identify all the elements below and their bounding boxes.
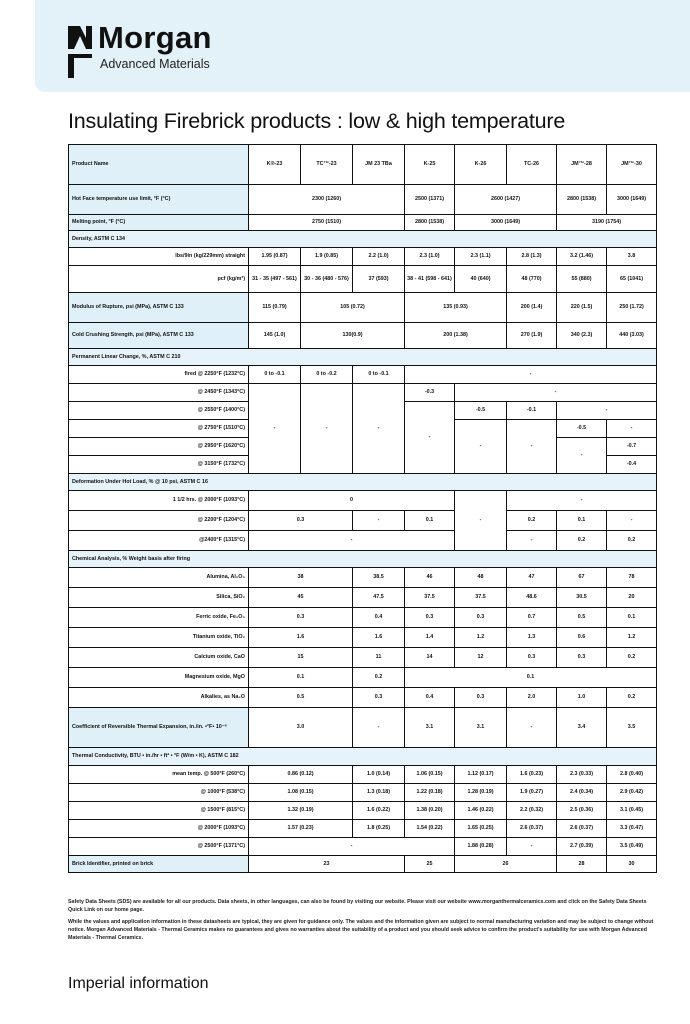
- section-heading: Density, ASTM C 134: [69, 231, 657, 248]
- table-cell: -: [353, 384, 405, 474]
- row-label: @ 2450°F (1343°C): [69, 384, 249, 402]
- table-cell: 2.6 (0.37): [507, 820, 557, 838]
- row-label: @ 2950°F (1620°C): [69, 438, 249, 456]
- table-cell: 130(0.9): [301, 323, 405, 349]
- row-label: @ 2000°F (1093°C): [69, 820, 249, 838]
- table-cell: 0.4: [405, 688, 455, 708]
- section-row: [69, 349, 657, 366]
- table-cell: 2600 (1427): [455, 185, 557, 215]
- section-row: [69, 748, 657, 766]
- table-cell: 1.54 (0.22): [405, 820, 455, 838]
- row-label: Magnesium oxide, MgO: [69, 668, 249, 688]
- table-row: [69, 856, 657, 873]
- table-cell: 135 (0.93): [405, 293, 507, 323]
- table-cell: 2.3 (1.1): [455, 248, 507, 266]
- table-cell: 0 to -0.1: [353, 366, 405, 384]
- table-cell: 3.5 (0.49): [607, 838, 657, 856]
- table-row: [69, 648, 657, 668]
- table-cell: 23: [249, 856, 405, 873]
- table-cell: 30: [607, 856, 657, 873]
- table-cell: 55 (880): [557, 266, 607, 293]
- table-cell: 0.2: [607, 648, 657, 668]
- table-cell: 340 (2.3): [557, 323, 607, 349]
- table-cell: 3000 (1649): [607, 185, 657, 215]
- table-row: [69, 628, 657, 648]
- header-cell: TC-26: [507, 145, 557, 185]
- table-cell: 0.7: [507, 608, 557, 628]
- table-cell: 28: [557, 856, 607, 873]
- section-row: [69, 231, 657, 248]
- table-cell: -: [249, 531, 455, 551]
- table-header-row: [69, 145, 657, 185]
- table-cell: 15: [249, 648, 353, 668]
- table-cell: 440 (3.03): [607, 323, 657, 349]
- table-cell: -: [353, 511, 405, 531]
- table-row: [69, 266, 657, 293]
- table-cell: 1.38 (0.20): [405, 802, 455, 820]
- table-cell: 1.28 (0.19): [455, 784, 507, 802]
- table-cell: 0.3: [557, 648, 607, 668]
- row-label: pcf (kg/m³): [69, 266, 249, 293]
- table-row: [69, 366, 657, 384]
- table-cell: 1.46 (0.22): [455, 802, 507, 820]
- table-cell: 115 (0.79): [249, 293, 301, 323]
- table-cell: -: [249, 838, 455, 856]
- table-cell: 0.3: [455, 688, 507, 708]
- header-cell: JM™-28: [557, 145, 607, 185]
- row-label: Cold Crushing Strength, psi (MPa), ASTM C 133: [69, 323, 249, 349]
- table-cell: 2.2 (1.0): [353, 248, 405, 266]
- table-cell: 14: [405, 648, 455, 668]
- table-cell: 3190 (1754): [557, 215, 657, 231]
- table-cell: 2800 (1538): [405, 215, 455, 231]
- table-cell: 2300 (1260): [249, 185, 405, 215]
- table-cell: 1.6: [353, 628, 405, 648]
- row-label: Melting point, °F (°C): [69, 215, 249, 231]
- table-cell: -: [249, 384, 301, 474]
- table-row: [69, 323, 657, 349]
- table-cell: 48 (770): [507, 266, 557, 293]
- table-cell: 12: [455, 648, 507, 668]
- table-cell: 37 (593): [353, 266, 405, 293]
- table-cell: 65 (1041): [607, 266, 657, 293]
- table-cell: 1.12 (0.17): [455, 766, 507, 784]
- table-cell: -0.5: [557, 420, 607, 438]
- table-cell: -: [353, 708, 405, 748]
- table-cell: 0.3: [353, 688, 405, 708]
- table-cell: 1.9 (0.27): [507, 784, 557, 802]
- row-label: @ 1000°F (538°C): [69, 784, 249, 802]
- row-label: Brick Identifier, printed on brick: [69, 856, 249, 873]
- row-label: Silica, SiO₂: [69, 588, 249, 608]
- table-cell: 1.08 (0.15): [249, 784, 353, 802]
- section-heading: Thermal Conductivity, BTU • in./hr • ft² • °F (W/m • K), ASTM C 182: [69, 748, 657, 766]
- table-row: [69, 215, 657, 231]
- row-label: lbs/9in (kg/229mm) straight: [69, 248, 249, 266]
- table-cell: 1.57 (0.23): [249, 820, 353, 838]
- table-cell: -: [607, 420, 657, 438]
- table-cell: 1.95 (0.87): [249, 248, 301, 266]
- row-label: fired @ 2250°F (1232°C): [69, 366, 249, 384]
- table-cell: 1.0: [557, 688, 607, 708]
- table-cell: 37.5: [405, 588, 455, 608]
- table-cell: 38.5: [353, 568, 405, 588]
- table-cell: -: [557, 438, 607, 474]
- table-cell: 20: [607, 588, 657, 608]
- row-label: @ 2550°F (1400°C): [69, 402, 249, 420]
- table-cell: 2.3 (0.33): [557, 766, 607, 784]
- section-heading: Permanent Linear Change, %, ASTM C 210: [69, 349, 657, 366]
- row-label: @2400°F (1315°C): [69, 531, 249, 551]
- morgan-logo-mark-icon: [68, 26, 92, 78]
- table-cell: 1.22 (0.18): [405, 784, 455, 802]
- table-cell: -: [405, 402, 455, 474]
- table-row: [69, 511, 657, 531]
- table-cell: 1.4: [405, 628, 455, 648]
- table-cell: 1.65 (0.25): [455, 820, 507, 838]
- table-cell: 2.7 (0.39): [557, 838, 607, 856]
- table-cell: 48.6: [507, 588, 557, 608]
- table-cell: 46: [405, 568, 455, 588]
- table-row: [69, 784, 657, 802]
- table-cell: 2.2 (0.32): [507, 802, 557, 820]
- sds-note: Safety Data Sheets (SDS) are available for all our products. Data sheets, in other languages, can also be found by visiting our website. Please visit our website www.morganthermalceramics.com and click on the Safety Data Sheets Quick Link on our home page.: [68, 899, 647, 913]
- table-cell: 0.86 (0.12): [249, 766, 353, 784]
- table-cell: 2.8 (1.3): [507, 248, 557, 266]
- table-cell: -: [507, 838, 557, 856]
- table-row: [69, 668, 657, 688]
- table-cell: 2750 (1510): [249, 215, 405, 231]
- table-cell: 0.1: [557, 511, 607, 531]
- table-cell: 3000 (1649): [455, 215, 557, 231]
- row-label: 1 1/2 hrs. @ 2000°F (1093°C): [69, 491, 249, 511]
- table-cell: 0.2: [507, 511, 557, 531]
- table-cell: 1.2: [455, 628, 507, 648]
- table-cell: 0.1: [249, 668, 353, 688]
- table-cell: 0.6: [557, 628, 607, 648]
- table-cell: 1.32 (0.19): [249, 802, 353, 820]
- table-cell: 78: [607, 568, 657, 588]
- section-row: [69, 474, 657, 491]
- table-cell: 250 (1.72): [607, 293, 657, 323]
- table-cell: 200 (1.38): [405, 323, 507, 349]
- row-label: Coefficient of Reversible Thermal Expansion, in./in. •°F• 10⁻⁶: [69, 708, 249, 748]
- table-row: [69, 688, 657, 708]
- row-label: Alkalies, as Na₂O: [69, 688, 249, 708]
- row-label: Hot Face temperature use limit, °F (°C): [69, 185, 249, 215]
- page-title: Insulating Firebrick products : low & high temperature: [68, 109, 566, 133]
- table-row: [69, 766, 657, 784]
- table-cell: 45: [249, 588, 353, 608]
- table-row: [69, 708, 657, 748]
- table-cell: 1.3: [507, 628, 557, 648]
- table-cell: 3.8: [607, 248, 657, 266]
- table-cell: 67: [557, 568, 607, 588]
- table-cell: 0.1: [405, 668, 657, 688]
- header-product-name: Product Name: [69, 145, 249, 185]
- table-cell: -: [557, 402, 657, 420]
- table-cell: 31 - 35 (497 - 561): [249, 266, 301, 293]
- table-cell: 145 (1.0): [249, 323, 301, 349]
- table-row: [69, 531, 657, 551]
- table-cell: 2.8 (0.40): [607, 766, 657, 784]
- header-cell: K®-23: [249, 145, 301, 185]
- table-cell: 48: [455, 568, 507, 588]
- table-cell: 0.3: [455, 608, 507, 628]
- table-cell: 0.5: [557, 608, 607, 628]
- table-cell: 2800 (1538): [557, 185, 607, 215]
- table-row: [69, 384, 657, 402]
- row-label: @ 3150°F (1732°C): [69, 456, 249, 474]
- header-cell: JM™-30: [607, 145, 657, 185]
- table-cell: 3.3 (0.47): [607, 820, 657, 838]
- row-label: Titanium oxide, TiO₂: [69, 628, 249, 648]
- table-cell: 0.3: [405, 608, 455, 628]
- table-cell: 0 to -0.2: [301, 366, 353, 384]
- table-cell: -: [405, 366, 657, 384]
- row-label: @ 2750°F (1510°C): [69, 420, 249, 438]
- table-cell: -: [507, 491, 657, 511]
- table-cell: 0.3: [249, 608, 353, 628]
- table-cell: 25: [405, 856, 455, 873]
- table-cell: 30.5: [557, 588, 607, 608]
- section-heading: Chemical Analysis, % Weight basis after firing: [69, 551, 657, 568]
- table-cell: 2.3 (1.0): [405, 248, 455, 266]
- table-row: [69, 185, 657, 215]
- table-cell: 0.1: [607, 608, 657, 628]
- table-cell: 1.0 (0.14): [353, 766, 405, 784]
- table-cell: 0.4: [353, 608, 405, 628]
- section-row: [69, 551, 657, 568]
- table-cell: 3.1: [405, 708, 455, 748]
- table-cell: 1.6 (0.23): [507, 766, 557, 784]
- table-cell: 2.5 (0.36): [557, 802, 607, 820]
- table-cell: 0.5: [249, 688, 353, 708]
- table-cell: 220 (1.5): [557, 293, 607, 323]
- table-row: [69, 248, 657, 266]
- table-cell: 0.2: [607, 688, 657, 708]
- table-cell: 0.1: [405, 511, 455, 531]
- table-row: [69, 838, 657, 856]
- table-cell: 38: [249, 568, 353, 588]
- row-label: Alumina, Al₂O₃: [69, 568, 249, 588]
- table-cell: 1.9 (0.85): [301, 248, 353, 266]
- table-row: [69, 820, 657, 838]
- section-heading: Deformation Under Hot Load, % @ 10 psi, ASTM C 16: [69, 474, 657, 491]
- table-cell: 2.9 (0.42): [607, 784, 657, 802]
- row-label: Ferric oxide, Fe₂O₃: [69, 608, 249, 628]
- table-row: [69, 588, 657, 608]
- table-cell: 0.2: [607, 531, 657, 551]
- table-cell: 1.6 (0.22): [353, 802, 405, 820]
- header-cell: TC™-23: [301, 145, 353, 185]
- row-label: Calcium oxide, CaO: [69, 648, 249, 668]
- table-row: [69, 802, 657, 820]
- table-cell: 3.2 (1.46): [557, 248, 607, 266]
- table-cell: -: [607, 511, 657, 531]
- table-cell: 1.2: [607, 628, 657, 648]
- table-row: [69, 608, 657, 628]
- table-cell: -: [455, 491, 507, 551]
- table-cell: -: [455, 420, 507, 474]
- table-cell: 47.5: [353, 588, 405, 608]
- table-cell: 3.4: [557, 708, 607, 748]
- header-cell: K-25: [405, 145, 455, 185]
- row-label: Modulus of Rupture, psi (MPa), ASTM C 133: [69, 293, 249, 323]
- table-cell: 270 (1.9): [507, 323, 557, 349]
- table-cell: -: [455, 384, 657, 402]
- table-cell: -: [507, 531, 557, 551]
- table-cell: 3.1: [455, 708, 507, 748]
- table-cell: 47: [507, 568, 557, 588]
- row-label: @ 2200°F (1204°C): [69, 511, 249, 531]
- table-cell: 1.06 (0.15): [405, 766, 455, 784]
- table-cell: 30 - 36 (480 - 576): [301, 266, 353, 293]
- table-cell: 105 (0.72): [301, 293, 405, 323]
- table-cell: -0.3: [405, 384, 455, 402]
- table-cell: 40 (640): [455, 266, 507, 293]
- table-cell: 37.5: [455, 588, 507, 608]
- spec-table: [68, 144, 657, 873]
- table-cell: 0.3: [507, 648, 557, 668]
- table-cell: 3.1 (0.45): [607, 802, 657, 820]
- table-cell: 3.0: [249, 708, 353, 748]
- disclaimer-note: While the values and application information in these datasheets are typical, they are given for guidance only. The values and the information given are subject to normal manufacturing variation and may be subject to change without notice. Morgan Advanced Materials - Thermal Ceramics makes no guarantees and gives no warranties about the suitability of a product and you should seek advice to confirm the product's suitability for use with Morgan Advanced Materials - Thermal Ceramics.: [68, 919, 654, 941]
- table-cell: 38 - 41 (598 - 641): [405, 266, 455, 293]
- table-cell: -0.7: [607, 438, 657, 456]
- table-cell: 2.6 (0.37): [557, 820, 607, 838]
- table-cell: 11: [353, 648, 405, 668]
- header-cell: K-26: [455, 145, 507, 185]
- table-cell: 26: [455, 856, 557, 873]
- table-cell: -: [301, 384, 353, 474]
- table-cell: 2.4 (0.34): [557, 784, 607, 802]
- table-cell: 2.0: [507, 688, 557, 708]
- row-label: @ 1500°F (815°C): [69, 802, 249, 820]
- table-cell: -0.4: [607, 456, 657, 474]
- table-cell: -0.1: [507, 402, 557, 420]
- table-cell: 0.3: [249, 511, 353, 531]
- table-cell: 0: [249, 491, 455, 511]
- table-cell: -: [507, 420, 557, 474]
- table-cell: 200 (1.4): [507, 293, 557, 323]
- table-cell: -0.5: [455, 402, 507, 420]
- table-row: [69, 568, 657, 588]
- table-cell: -: [507, 708, 557, 748]
- footer-label: Imperial information: [68, 975, 209, 992]
- table-cell: 3.5: [607, 708, 657, 748]
- table-row: [69, 293, 657, 323]
- table-cell: 0.2: [557, 531, 607, 551]
- brand-name: Morgan: [98, 20, 212, 55]
- row-label: mean temp. @ 500°F (260°C): [69, 766, 249, 784]
- table-row: [69, 491, 657, 511]
- brand-subtitle: Advanced Materials: [100, 57, 210, 71]
- table-cell: 1.6: [249, 628, 353, 648]
- table-cell: 1.3 (0.18): [353, 784, 405, 802]
- table-cell: 2500 (1371): [405, 185, 455, 215]
- table-cell: 1.88 (0.28): [455, 838, 507, 856]
- header-cell: JM 23 TBa: [353, 145, 405, 185]
- row-label: @ 2500°F (1371°C): [69, 838, 249, 856]
- table-cell: 1.8 (0.25): [353, 820, 405, 838]
- notes: [68, 899, 658, 947]
- table-cell: 0 to -0.1: [249, 366, 301, 384]
- table-cell: 0.2: [353, 668, 405, 688]
